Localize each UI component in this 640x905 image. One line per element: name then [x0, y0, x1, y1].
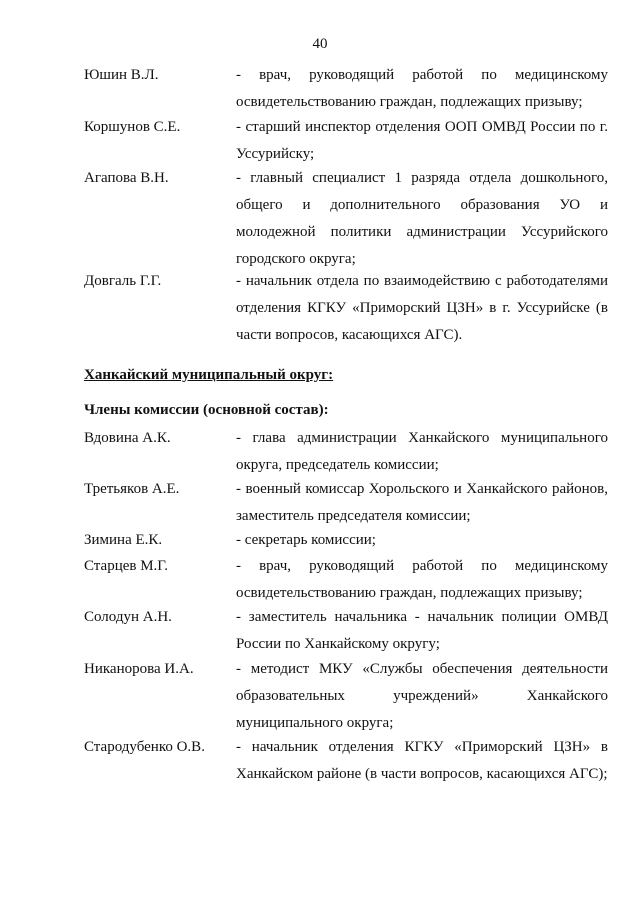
member-duty: - военный комиссар Хорольского и Ханкайского районов, заместитель председателя комиссии; [236, 481, 608, 524]
member-name: Вдовина А.К. [84, 430, 171, 446]
member-name: Солодун А.Н. [84, 609, 172, 625]
member-name: Никанорова И.А. [84, 661, 194, 677]
subheading: Члены комиссии (основной состав): [84, 402, 329, 418]
member-duty: - начальник отделения КГКУ «Приморский ЦЗН» в Ханкайском районе (в части вопросов, касающихся АГС); [236, 739, 608, 782]
member-name: Зимина Е.К. [84, 532, 163, 548]
member-duty: - глава администрации Ханкайского муниципального округа, председатель комиссии; [236, 430, 608, 473]
member-duty: - методист МКУ «Службы обеспечения деятельности образовательных учреждений» Ханкайского муниципального округа; [236, 661, 608, 731]
member-duty: - заместитель начальника - начальник полиции ОМВД России по Ханкайскому округу; [236, 609, 608, 652]
member-duty: - начальник отдела по взаимодействию с работодателями отделения КГКУ «Приморский ЦЗН» в г. Уссурийске (в части вопросов, касающихся АГС). [236, 273, 608, 343]
member-duty: - врач, руководящий работой по медицинскому освидетельствованию граждан, подлежащих призыву; [236, 67, 608, 110]
member-duty: - врач, руководящий работой по медицинскому освидетельствованию граждан, подлежащих призыву; [236, 558, 608, 601]
member-name: Старцев М.Г. [84, 558, 169, 574]
member-duty: - главный специалист 1 разряда отдела дошкольного, общего и дополнительного образования УО и молодежной политики администрации Уссурийского городского округа; [236, 170, 608, 267]
section-heading: Ханкайский муниципальный округ: [84, 367, 334, 383]
member-name: Юшин В.Л. [84, 67, 159, 83]
member-name: Коршунов С.Е. [84, 119, 181, 135]
page-number: 40 [312, 36, 328, 52]
member-name: Довгаль Г.Г. [84, 273, 162, 289]
member-duty: - секретарь комиссии; [236, 532, 376, 548]
member-name: Стародубенко О.В. [84, 739, 205, 755]
member-duty: - старший инспектор отделения ООП ОМВД России по г. Уссурийску; [236, 119, 608, 162]
member-name: Третьяков А.Е. [84, 481, 180, 497]
member-name: Агапова В.Н. [84, 170, 169, 186]
